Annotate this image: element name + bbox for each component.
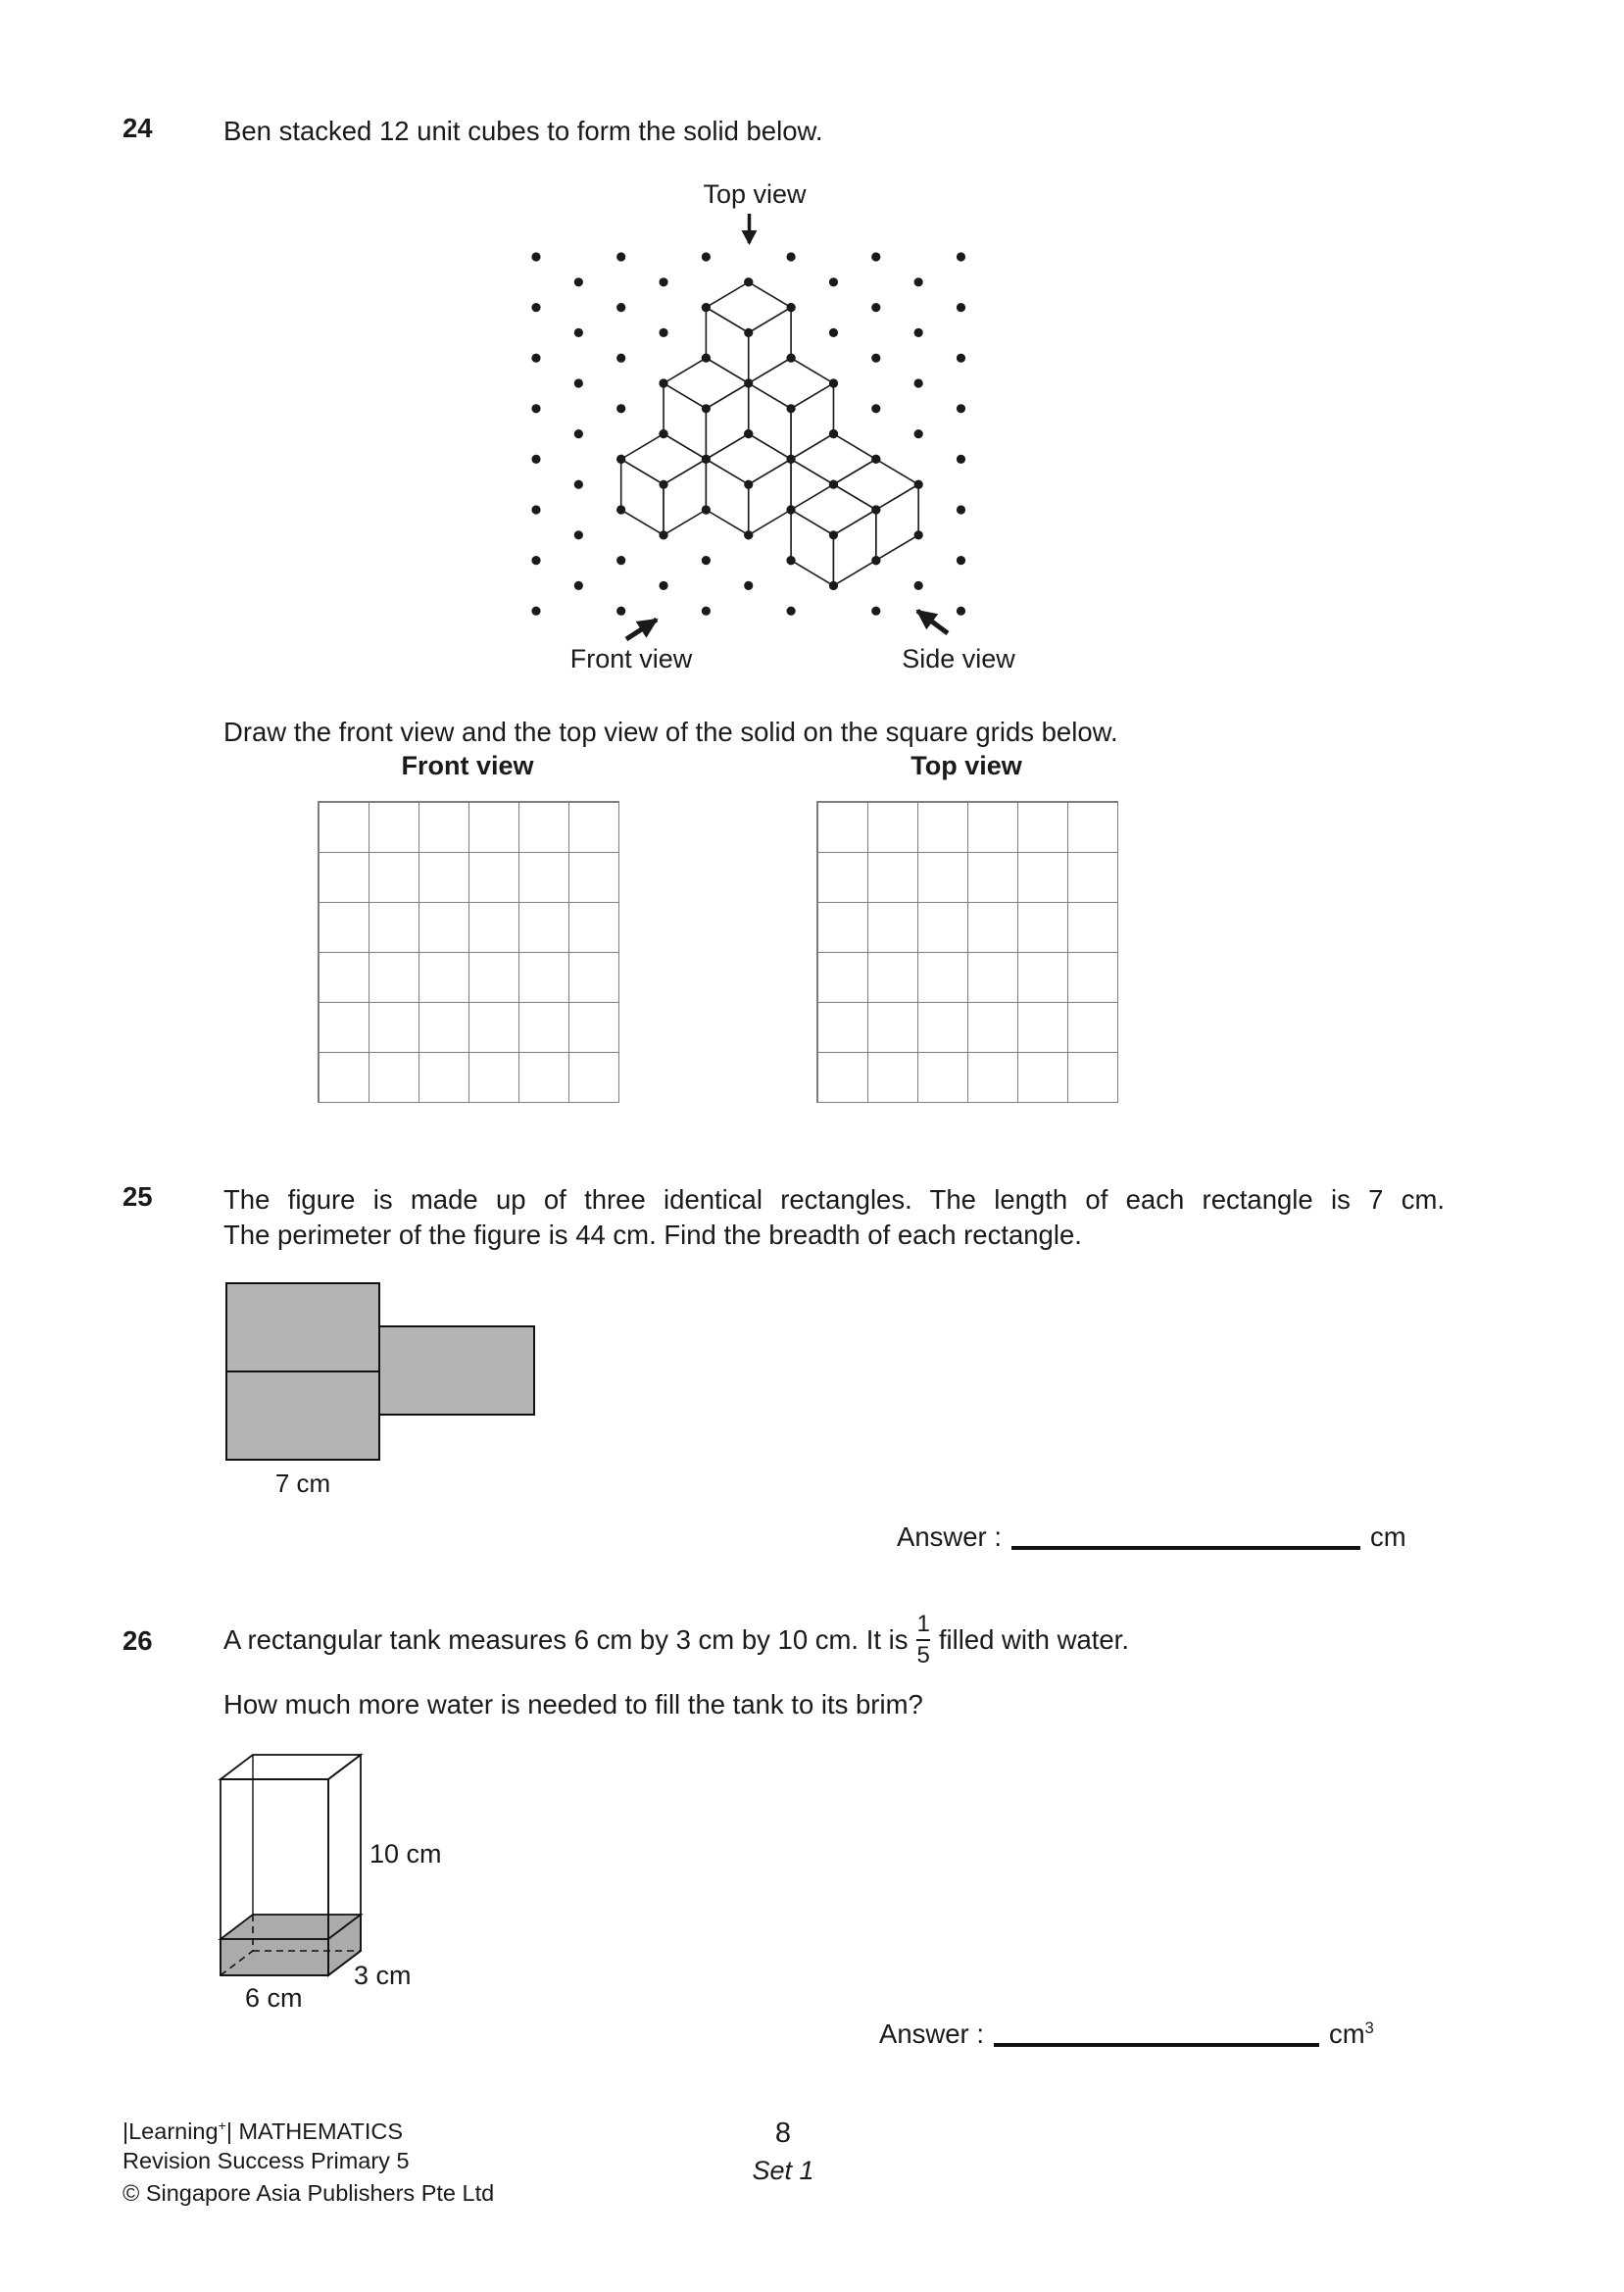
tank-height-label: 10 cm — [369, 1839, 442, 1868]
question-25-text-line1: The figure is made up of three identical rectangles. The length of each rectangle is 7 cm. — [223, 1184, 1445, 1215]
front-view-label: Front view — [569, 644, 693, 673]
footer-book-title: Revision Success Primary 5 — [123, 2148, 410, 2174]
top-view-answer-grid[interactable] — [816, 801, 1118, 1103]
dot-grid-and-cubes — [531, 252, 965, 615]
side-view-label: Side view — [902, 644, 1015, 673]
q26-text-before-fraction: A rectangular tank measures 6 cm by 3 cm by 10 cm. It is — [223, 1624, 909, 1655]
question-24-text: Ben stacked 12 unit cubes to form the solid below. — [223, 116, 823, 146]
rectangle-right — [378, 1325, 535, 1416]
front-view-arrow — [626, 620, 657, 639]
front-view-grid-label: Front view — [401, 751, 534, 780]
length-7cm-label: 7 cm — [274, 1469, 331, 1498]
rectangle-top-left — [225, 1282, 380, 1370]
fraction-denominator: 5 — [916, 1639, 929, 1668]
question-25-number: 25 — [123, 1181, 153, 1212]
footer-copyright: © Singapore Asia Publishers Pte Ltd — [123, 2179, 495, 2206]
set-label: Set 1 — [752, 2156, 814, 2185]
question-26-number: 26 — [123, 1625, 153, 1656]
answer-label: Answer : — [897, 1521, 1002, 1552]
answer-blank-line[interactable] — [994, 2043, 1319, 2047]
question-26-answer-row — [879, 2018, 1374, 2050]
tank-width-label: 6 cm — [245, 1983, 303, 2013]
isometric-cubes-figure — [510, 157, 1078, 691]
front-view-answer-grid[interactable] — [318, 801, 619, 1103]
top-view-label: Top view — [703, 179, 807, 209]
answer-unit: $cm^3$ — [1328, 2018, 1374, 2049]
rectangle-bottom-left — [225, 1370, 380, 1461]
page-number: 8 — [774, 2118, 792, 2149]
question-24-instruction: Draw the front view and the top view of the solid on the square grids below. — [223, 717, 1118, 747]
answer-unit: cm — [1369, 1521, 1406, 1552]
tank-top-face — [221, 1755, 361, 1779]
footer-series-title: |Learning+| MATHEMATICS — [123, 2118, 403, 2144]
rectangular-tank-figure — [176, 1735, 510, 2029]
top-view-grid-label: Top view — [910, 751, 1022, 780]
answer-unit-exponent: 3 — [1364, 2018, 1374, 2037]
question-25-answer-row — [897, 1521, 1406, 1553]
tank-depth-label: 3 cm — [354, 1961, 412, 1990]
question-26-text-line1 — [223, 1613, 1129, 1668]
side-view-arrow — [917, 611, 948, 633]
q26-text-after-fraction: filled with water. — [938, 1624, 1129, 1655]
question-24-number: 24 — [123, 113, 153, 143]
question-25-text-line2: The perimeter of the figure is 44 cm. Find the breadth of each rectangle. — [223, 1220, 1082, 1250]
answer-label: Answer : — [879, 2018, 984, 2049]
water-front-face — [221, 1939, 328, 1975]
answer-blank-line[interactable] — [1011, 1546, 1360, 1550]
fraction-numerator: 1 — [916, 1611, 930, 1637]
one-fifth-fraction — [916, 1613, 929, 1668]
footer-left — [123, 2111, 494, 2208]
question-26-text-line2: How much more water is needed to fill the tank to its brim? — [223, 1689, 923, 1719]
